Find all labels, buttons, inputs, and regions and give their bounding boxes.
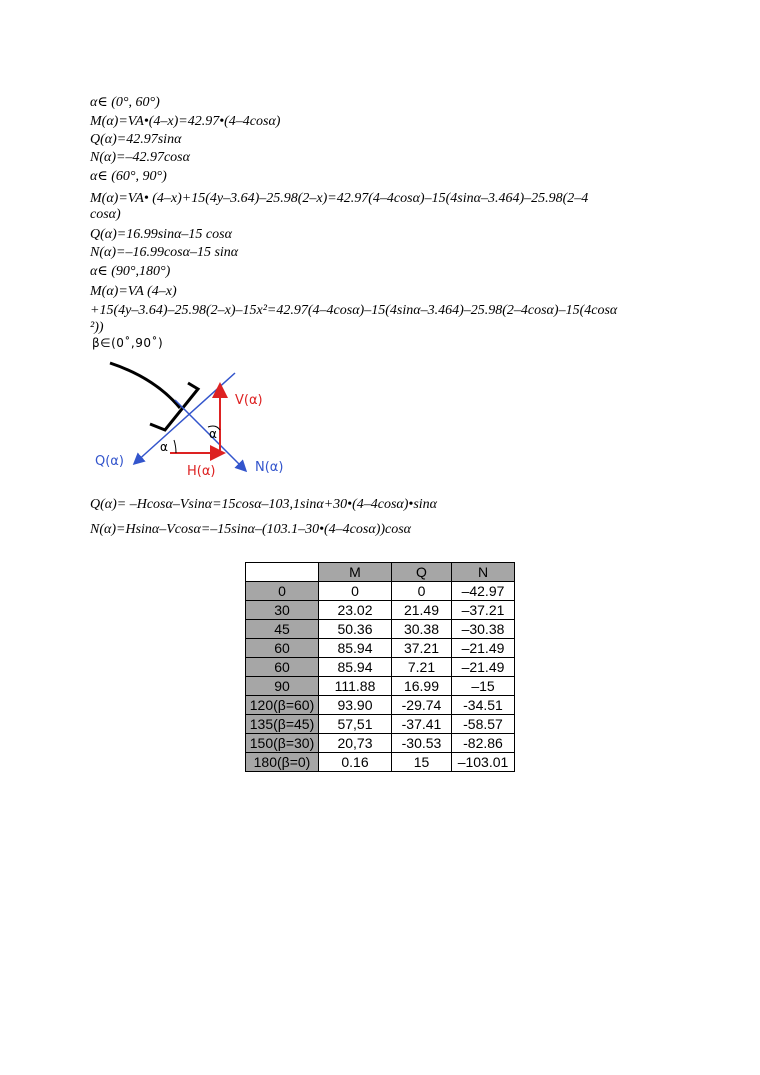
cell-n: –37.21 — [452, 601, 515, 620]
row-angle: 150(β=30) — [246, 734, 319, 753]
table-row — [246, 677, 515, 696]
cell-q: 16.99 — [392, 677, 452, 696]
cell-q: -30.53 — [392, 734, 452, 753]
cell-n: –30.38 — [452, 620, 515, 639]
row-angle: 120(β=60) — [246, 696, 319, 715]
range-alpha-0-60: α∈ (0°, 60°) — [90, 95, 160, 110]
cell-q: 21.49 — [392, 601, 452, 620]
range-alpha-60-90: α∈ (60°, 90°) — [90, 169, 167, 184]
cell-m: 23.02 — [319, 601, 392, 620]
cell-q: -37.41 — [392, 715, 452, 734]
force-diagram — [90, 358, 310, 483]
cell-m: 85.94 — [319, 639, 392, 658]
results-table — [245, 562, 515, 772]
alpha-label-top: α — [209, 427, 217, 441]
row-angle: 180(β=0) — [246, 753, 319, 772]
cell-m: 111.88 — [319, 677, 392, 696]
cell-q: -29.74 — [392, 696, 452, 715]
normal-formula-2: N(α)=–16.99cosα–15 sinα — [90, 245, 239, 260]
cell-m: 57,51 — [319, 715, 392, 734]
table-row — [246, 620, 515, 639]
row-angle: 0 — [246, 582, 319, 601]
cell-m: 0.16 — [319, 753, 392, 772]
row-angle: 30 — [246, 601, 319, 620]
moment-formula-3: M(α)=VA (4–x) — [90, 284, 177, 299]
cell-q: 30.38 — [392, 620, 452, 639]
table-row — [246, 715, 515, 734]
row-angle: 90 — [246, 677, 319, 696]
moment-formula-3-end: ²)) — [90, 320, 104, 335]
table-row — [246, 753, 515, 772]
cell-n: –15 — [452, 677, 515, 696]
table-row — [246, 601, 515, 620]
header-n: N — [452, 563, 515, 582]
cell-m: 0 — [319, 582, 392, 601]
arch-member — [110, 363, 180, 408]
normal-formula-beta: N(α)=Hsinα–Vcosα=–15sinα–(103.1–30•(4–4cosα))cosα — [90, 522, 412, 537]
row-angle: 135(β=45) — [246, 715, 319, 734]
table-row — [246, 639, 515, 658]
normal-formula-1: N(α)=–42.97cosα — [90, 150, 190, 165]
n-label: N(α) — [255, 460, 284, 475]
h-label: H(α) — [187, 464, 216, 479]
moment-formula-2-cont: cosα) — [90, 207, 121, 222]
row-angle: 45 — [246, 620, 319, 639]
q-label: Q(α) — [95, 454, 124, 469]
cell-n: -82.86 — [452, 734, 515, 753]
cell-n: -34.51 — [452, 696, 515, 715]
alpha-label-bottom: α — [160, 440, 168, 454]
header-q: Q — [392, 563, 452, 582]
moment-formula-1: M(α)=VA•(4–x)=42.97•(4–4cosα) — [90, 114, 281, 129]
table-row — [246, 582, 515, 601]
cell-n: –21.49 — [452, 658, 515, 677]
table-row — [246, 658, 515, 677]
frame-bracket — [150, 383, 198, 430]
alpha-arc-bottom — [174, 440, 176, 453]
cell-q: 15 — [392, 753, 452, 772]
cell-q: 0 — [392, 582, 452, 601]
range-alpha-90-180: α∈ (90°,180°) — [90, 264, 171, 279]
row-angle: 60 — [246, 639, 319, 658]
cell-m: 20,73 — [319, 734, 392, 753]
cell-m: 85.94 — [319, 658, 392, 677]
cell-n: –21.49 — [452, 639, 515, 658]
cell-n: –42.97 — [452, 582, 515, 601]
moment-formula-2: M(α)=VA• (4–x)+15(4y–3.64)–25.98(2–x)=42.97(4–4cosα)–15(4sinα–3.464)–25.98(2–4 — [90, 191, 589, 206]
moment-formula-3-cont: +15(4y–3.64)–25.98(2–x)–15x²=42.97(4–4cosα)–15(4sinα–3.464)–25.98(2–4cosα)–15(4cosα — [90, 303, 618, 318]
header-corner — [246, 563, 319, 582]
shear-formula-1: Q(α)=42.97sinα — [90, 132, 182, 147]
cell-q: 7.21 — [392, 658, 452, 677]
cell-m: 93.90 — [319, 696, 392, 715]
cell-n: –103.01 — [452, 753, 515, 772]
shear-formula-2: Q(α)=16.99sinα–15 cosα — [90, 227, 232, 242]
v-label: V(α) — [235, 393, 263, 408]
cell-n: -58.57 — [452, 715, 515, 734]
row-angle: 60 — [246, 658, 319, 677]
header-m: M — [319, 563, 392, 582]
table-row — [246, 734, 515, 753]
cell-q: 37.21 — [392, 639, 452, 658]
shear-formula-beta: Q(α)= –Hcosα–Vsinα=15cosα–103,1sinα+30•(4–4cosα)•sinα — [90, 497, 438, 512]
table-row — [246, 696, 515, 715]
table-header-row — [246, 563, 515, 582]
cell-m: 50.36 — [319, 620, 392, 639]
range-beta: β∈(0˚,90˚) — [92, 336, 164, 350]
